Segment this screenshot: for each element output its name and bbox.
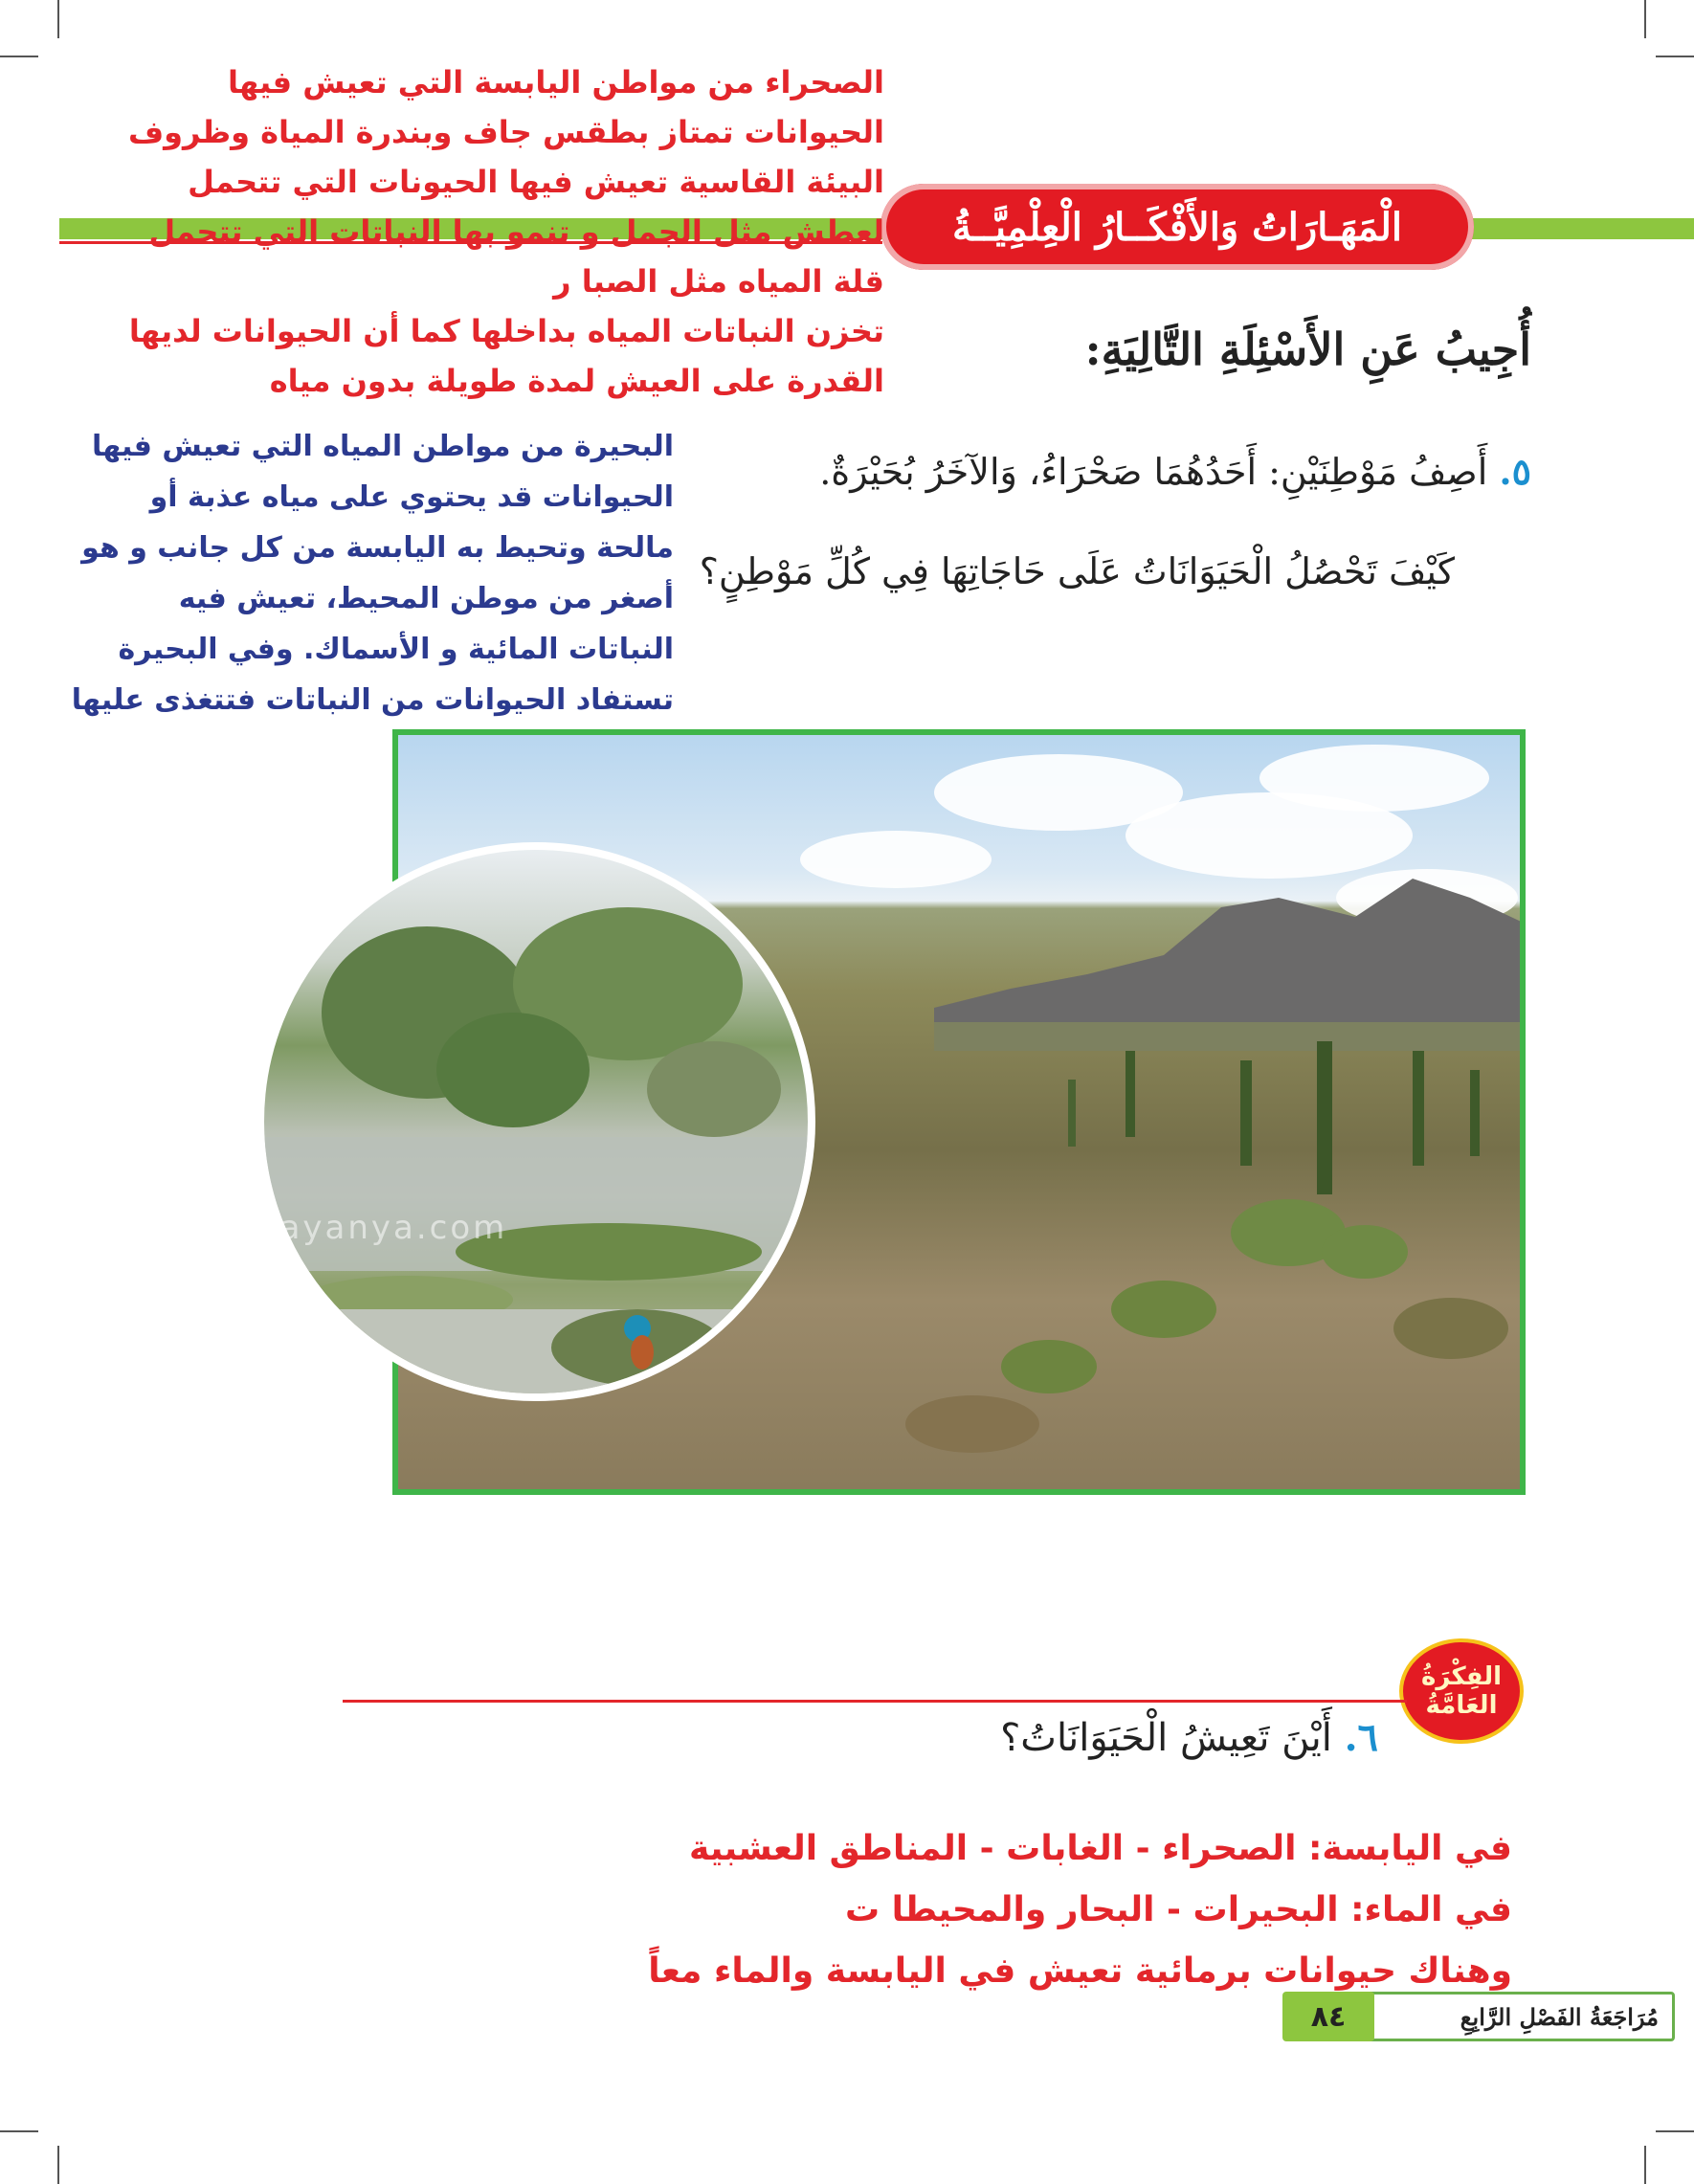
watermark: bayanya.com [256,1209,508,1247]
question-6-text: أَيْنَ تَعِيشُ الْحَيَوَانَاتُ؟ [1000,1716,1332,1760]
crop-mark [1656,56,1694,57]
footer-page-box [1282,1992,1374,2041]
question-5-line2: كَيْفَ تَحْصُلُ الْحَيَوَانَاتُ عَلَى حَاجَاتِهَا فِي كُلِّ مَوْطِنٍ؟ [699,550,1455,592]
footer-chapter-label: مُرَاجَعَةُ الفَصْلِ الرَّابِعِ [1460,2002,1659,2031]
badge-line1: الفِكْرَةُ [1420,1662,1503,1691]
instruction-heading: أُجِيبُ عَنِ الأَسْئِلَةِ التَّالِيَةِ: [1084,323,1531,375]
answer-where-line: في الماء: البحيرات - البحار والمحيطا ت [844,1890,1512,1929]
crop-mark [1644,0,1646,38]
question-5-text: أَصِفُ مَوْطِنَيْنِ: أَحَدُهُمَا صَحْرَاءُ، وَالآخَرُ بُحَيْرَةٌ. [819,451,1488,493]
crop-mark [57,0,59,38]
answer-desert-line: قلة المياه مثل الصبا ر [553,263,884,300]
answer-lake-line: تستفاد الحيوانات من النباتات فتتغذى عليها [71,683,674,717]
answer-desert-line: الحيوانات تمتاز بطقس جاف وبندرة المياة وظروف [127,114,884,150]
section-header-title: الْمَهَـارَاتُ وَالأَفْكَــارُ الْعِلْمِيَّــةُ [951,204,1403,250]
crop-mark [57,2146,59,2184]
answer-desert-line: القدرة على العيش لمدة طويلة بدون مياه [269,363,884,399]
badge-line2: العَامَّةُ [1425,1691,1498,1720]
answer-desert [59,57,884,406]
page-number: ٨٤ [1310,1999,1347,2034]
question-6-number: ٦. [1344,1715,1378,1760]
question-5-number: ٥. [1499,450,1531,493]
crop-mark [0,56,38,57]
answer-lake-line: البحيرة من مواطن المياه التي تعيش فيها [91,430,674,463]
answer-lake-line: مالحة وتحيط به اليابسة من كل جانب و هو [81,531,674,565]
crop-mark [0,2130,38,2132]
question-6-divider [343,1700,1407,1703]
lake-scene [264,850,815,1401]
lake-photo [256,842,815,1401]
answer-lake [19,421,674,776]
answer-where-line: في اليابسة: الصحراء - الغابات - المناطق العشبية [689,1829,1512,1868]
answer-desert-line: تخزن النباتات المياه بداخلها كما أن الحيوانات لديها [128,313,884,349]
answer-where-line: وهناك حيوانات برمائية تعيش في اليابسة والماء معاً [648,1951,1512,1991]
answer-lake-line: الحيوانات قد يحتوي على مياه عذبة أو [149,480,674,514]
question-6 [861,1715,1378,1760]
question-5-line1 [708,450,1531,493]
section-header [880,184,1474,270]
answer-lake-line: النباتات المائية و الأسماك. وفي البحيرة [118,633,674,666]
crop-mark [1656,2130,1694,2132]
answer-lake-line: أصغر من موطن المحيط، تعيش فيه [178,582,674,615]
answer-where [574,1818,1512,2002]
answer-desert-line: الصحراء من مواطن اليابسة التي تعيش فيها [227,64,884,100]
crop-mark [1644,2146,1646,2184]
general-idea-badge [1399,1638,1524,1744]
answer-desert-line: البيئة القاسية تعيش فيها الحيونات التي تتحمل [188,164,884,200]
answer-desert-line: لعطش مثل الجمل و تنمو بها النباتات التي تتحمل [148,213,884,250]
